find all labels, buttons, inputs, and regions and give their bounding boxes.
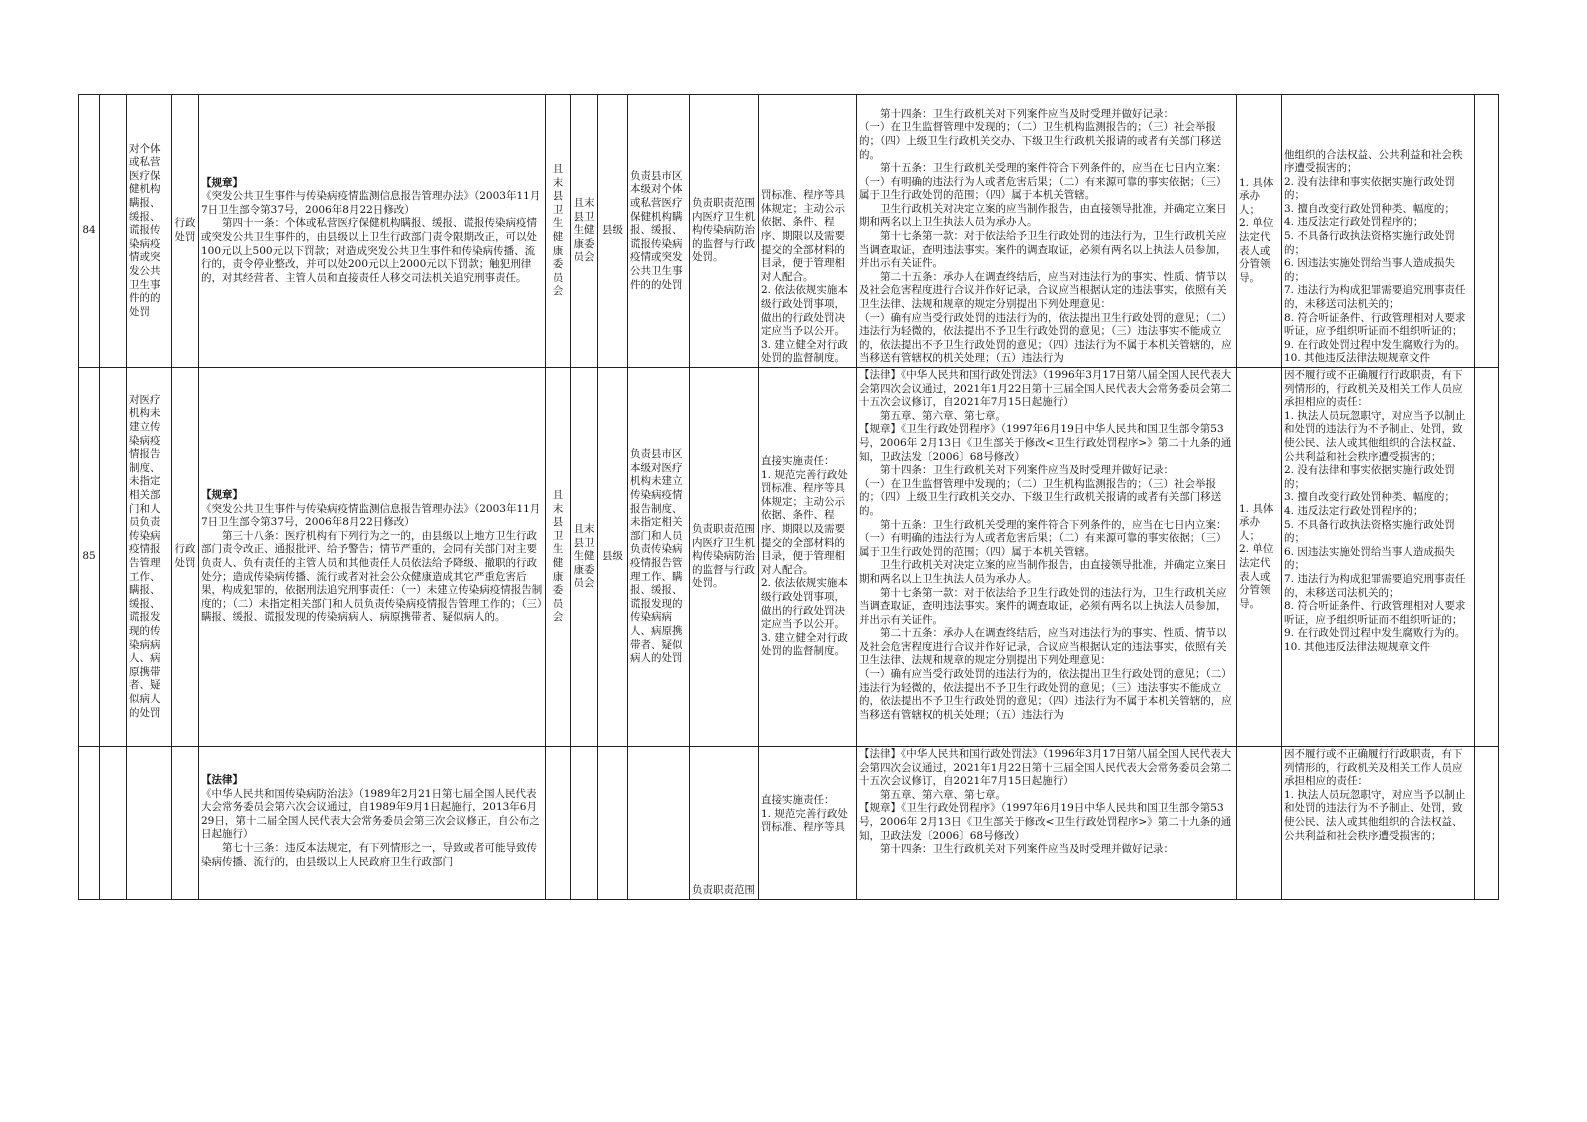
power-list-table <box>78 94 1499 900</box>
accountability-cell: 因不履行或不正确履行行政职责，有下列情形的，行政机关及相关工作人员应承担相应的责任： 1. 执法人员玩忽职守，对应当予以制止和处罚的违法行为不予制止、处罚，致使公民、法人或其他组织的合法权益、公共利益和社会秩序遭受损害的； 2. 没有法律和事实依据实施行政处罚的； 3. 擅自改变行政处罚种类、幅度的； 4. 违反法定行政处罚程序的； 5. 不具备行政执法资格实施行政处罚的； 6. 因违法实施处罚给当事人造成损失的； 7. 违法行为构成犯罪需要追究刑事责任的，未移送司法机关的； 8. 符合听证条件、行政管理相对人要求听证，应予组织听证而不组织听证的； 9. 在行政处罚过程中发生腐败行为的。 10. 其他违反法律法规规章文件 <box>1282 368 1475 747</box>
responsible-dept-cell: 且末县卫生健康委员会 <box>571 95 598 368</box>
remarks-cell <box>1475 368 1499 747</box>
responsible-subject-cell: 1. 具体承办人； 2. 单位法定代表人或分管领导。 <box>1237 95 1282 368</box>
category-cell <box>172 747 199 900</box>
procedure-paragraph: 卫生行政机关对决定立案的应当制作报告，由直接领导批准，并确定立案日期和两名以上卫生执法人员为承办人。 <box>859 202 1227 229</box>
legal-basis-cell: 【法律】 《中华人民共和国传染病防治法》（1989年2月21日第七届全国人民代表大会常务委员会第六次会议通过，自1989年9月1日起施行，2013年6月29日，第十二届全国人民代表大会常务委员会第三次会议修正，自公布之日起施行） 第七十三条：违反本法规定，有下列情形之一，导致或者可能导致传染病传播、流行的，由县级以上人民政府卫生行政部门 <box>199 747 546 900</box>
procedure-paragraph: 第二十五条：承办人在调查终结后，应当对违法行为的事实、性质、情节以及社会危害程度进行合议并作好记录，合议应当根据认定的违法事实，依照有关卫生法律、法规和规章的规定分别提出下列处理意见： <box>859 627 1227 667</box>
procedure-paragraph: 卫生行政机关对决定立案的应当制作报告，由直接领导批准，并确定立案日期和两名以上卫生执法人员为承办人。 <box>859 559 1227 585</box>
implementing-dept-cell: 且末县卫生健康委员会 <box>546 95 571 368</box>
procedure-paragraph: （一）确有应当受行政处罚的违法行为的，依法提出卫生行政处罚的意见；（二）违法行为轻微的，依法提出不予卫生行政处罚的意见；（三）违法事实不能成立的，依法提出不予卫生行政处罚的意见；（四）违法行为不属于本机关管辖的，应当移送有管辖权的机关处理；（五）违法行为 <box>859 311 1232 365</box>
accountability-cell: 他组织的合法权益、公共利益和社会秩序遭受损害的； 2. 没有法律和事实依据实施行政处罚的； 3. 擅自改变行政处罚种类、幅度的； 4. 违反法定行政处罚程序的； 5. 不具备行政执法资格实施行政处罚的； 6. 因违法实施处罚给当事人造成损失的； 7. 违法行为构成犯罪需要追究刑事责任的，未移送司法机关的； 8. 符合听证条件、行政管理相对人要求听证，应予组织听证而不组织听证的； 9. 在行政处罚过程中发生腐败行为的。 10. 其他违反法律法规规章文件 <box>1282 95 1475 368</box>
spacer-cell <box>100 747 127 900</box>
procedure-paragraph: 【规章】《卫生行政处罚程序》（1997年6月19日中华人民共和国卫生部令第53号，2006年 2月13日《卫生部关于修改<卫生行政处罚程序>》第二十九条的通知，卫政法发〔2006〕68号修改） <box>859 423 1232 463</box>
procedure-paragraph: 【法律】《中华人民共和国行政处罚法》（1996年3月17日第八届全国人民代表大会第四次会议通过，2021年1月22日第十三届全国人民代表大会常务委员会第二十五次会议修订，自2021年7月15日起施行） <box>859 748 1232 788</box>
level-cell: 县级 <box>598 368 628 747</box>
procedure-paragraph: 第五章、第六章、第七章。 <box>880 409 1006 422</box>
responsible-subject-cell: 1. 具体承办人； 2. 单位法定代表人或分管领导。 <box>1237 368 1282 747</box>
category-cell: 行政处罚 <box>172 95 199 368</box>
implementing-dept-cell <box>546 747 571 900</box>
spacer-cell <box>100 95 127 368</box>
item-name-cell: 对医疗机构未建立传染病疫情报告制度、未指定相关部门和人员负责传染病疫情报告管理工作、瞒报、缓报、谎报发现的传染病病人、病原携带者、疑似病人的处罚 <box>127 368 172 747</box>
scope-cell: 负责县市区本级对个体或私营医疗保健机构瞒报、缓报、谎报传染病疫情或突发公共卫生事件的的处罚 <box>628 95 690 368</box>
procedure-basis-cell <box>857 747 1237 900</box>
level-cell <box>598 747 628 900</box>
remarks-cell <box>1475 95 1499 368</box>
responsible-dept-cell: 且末县卫生健康委员会 <box>571 368 598 747</box>
procedure-basis-cell <box>857 368 1237 747</box>
procedure-paragraph: （一）在卫生监督管理中发现的；（二）卫生机构监测报告的；（三）社会举报的；（四）上级卫生行政机关交办、下级卫生行政机关报请的或者有关部门移送的。 <box>859 121 1222 161</box>
responsibility-cell: 负责职责范围内医疗卫生机构传染病防治的监督与行政处罚。 <box>690 368 759 747</box>
table-row <box>79 368 1499 747</box>
responsible-dept-cell <box>571 747 598 900</box>
category-cell: 行政处罚 <box>172 368 199 747</box>
procedure-paragraph: （一）确有应当受行政处罚的违法行为的，依法提出卫生行政处罚的意见；（二）违法行为轻微的，依法提出不予卫生行政处罚的意见；（三）违法事实不能成立的，依法提出不予卫生行政处罚的意见；（四）违法行为不属于本机关管辖的，应当移送有管辖权的机关处理；（五）违法行为 <box>859 668 1232 721</box>
procedure-basis-cell <box>857 95 1237 368</box>
remarks-cell <box>1475 747 1499 900</box>
procedure-paragraph: 第十四条：卫生行政机关对下列案件应当及时受理并做好记录： <box>880 464 1174 477</box>
responsibility-cell: 负责职责范围内医疗卫生机构传染病防治的监督与行政处罚。 <box>690 95 759 368</box>
procedure-paragraph: 第十五条：卫生行政机关受理的案件符合下列条件的，应当在七日内立案：（一）有明确的违法行为人或者危害后果；（二）有来源可靠的事实依据；（三）属于卫生行政处罚的范围；（四）属于本机关管辖。 <box>859 518 1227 558</box>
row-number-cell <box>79 747 100 900</box>
implementing-dept-cell: 且末县卫生健康委员会 <box>546 368 571 747</box>
document-table-sheet <box>78 94 1498 897</box>
scope-cell: 负责县市区本级对医疗机构未建立传染病疫情报告制度、未指定相关部门和人员负责传染病疫情报告管理工作、瞒报、缓报、谎报发现的传染病病人、病原携带者、疑似病人的处罚 <box>628 368 690 747</box>
legal-basis-cell: 【规章】 《突发公共卫生事件与传染病疫情监测信息报告管理办法》（2003年11月7日卫生部令第37号，2006年8月22日修改） 第三十八条：医疗机构有下列行为之一的，由县级以上地方卫生行政部门责令改正、通报批评、给予警告；情节严重的，会同有关部门对主要负责人、负有责任的主管人员和其他责任人员依法给予降级、撤职的行政处分；造成传染病传播、流行或者对社会公众健康造成其它严重危害后果，构成犯罪的，依据刑法追究刑事责任：（一）未建立传染病疫情报告制度的；（二）未指定相关部门和人员负责传染病疫情报告管理工作的；（三）瞒报、缓报、谎报发现的传染病病人、病原携带者、疑似病人的。 <box>199 368 546 747</box>
responsibility-cell: 负责职责范围 <box>690 747 759 900</box>
procedure-paragraph: 第十七条第一款：对于依法给予卫生行政处罚的违法行为，卫生行政机关应当调查取证，查明违法事实。案件的调查取证，必须有两名以上执法人员参加，并出示有关证件。 <box>859 586 1227 626</box>
procedure-paragraph: 【法律】《中华人民共和国行政处罚法》（1996年3月17日第八届全国人民代表大会第四次会议通过，2021年1月22日第十三届全国人民代表大会常务委员会第二十五次会议修订，自2021年7月15日起施行） <box>859 369 1232 409</box>
procedure-paragraph: 【规章】《卫生行政处罚程序》（1997年6月19日中华人民共和国卫生部令第53号，2006年 2月13日《卫生部关于修改<卫生行政处罚程序>》第二十九条的通知，卫政法发〔2006〕68号修改） <box>859 802 1232 842</box>
row-number-cell: 84 <box>79 95 100 368</box>
spacer-cell <box>100 368 127 747</box>
item-name-cell: 对个体或私营医疗保健机构瞒报、缓报、谎报传染病疫情或突发公共卫生事件的的处罚 <box>127 95 172 368</box>
row-number-cell: 85 <box>79 368 100 747</box>
duty-cell: 直接实施责任： 1. 规范完善行政处罚标准、程序等具体规定；主动公示依据、条件、程序、期限以及需要提交的全部材料的目录，便于管理相对人配合。 2. 依法依规实施本级行政处罚事项，做出的行政处罚决定应当予以公开。 3. 建立健全对行政处罚的监督制度。 <box>759 368 857 747</box>
duty-cell: 罚标准、程序等具体规定；主动公示依据、条件、程序、期限以及需要提交的全部材料的目录，便于管理相对人配合。 2. 依法依规实施本级行政处罚事项，做出的行政处罚决定应当予以公开。 3. 建立健全对行政处罚的监督制度。 <box>759 95 857 368</box>
item-name-cell <box>127 747 172 900</box>
procedure-paragraph: 第五章、第六章、第七章。 <box>880 788 1006 801</box>
procedure-paragraph: 第十五条：卫生行政机关受理的案件符合下列条件的，应当在七日内立案：（一）有明确的违法行为人或者危害后果；（二）有来源可靠的事实依据；（三）属于卫生行政处罚的范围；（四）属于本机关管辖。 <box>859 162 1227 202</box>
procedure-paragraph: （一）在卫生监督管理中发现的；（二）卫生机构监测报告的；（三）社会举报的；（四）上级卫生行政机关交办、下级卫生行政机关报请的或者有关部门移送的。 <box>859 477 1222 517</box>
responsible-subject-cell <box>1237 747 1282 900</box>
table-row <box>79 747 1499 900</box>
level-cell: 县级 <box>598 95 628 368</box>
accountability-cell: 因不履行或不正确履行行政职责，有下列情形的，行政机关及相关工作人员应承担相应的责任： 1. 执法人员玩忽职守，对应当予以制止和处罚的违法行为不予制止、处罚，致使公民、法人或其他组织的合法权益、公共利益和社会秩序遭受损害的； <box>1282 747 1475 900</box>
procedure-paragraph: 第十七条第一款：对于依法给予卫生行政处罚的违法行为，卫生行政机关应当调查取证，查明违法事实。案件的调查取证，必须有两名以上执法人员参加，并出示有关证件。 <box>859 230 1227 270</box>
table-row <box>79 95 1499 368</box>
scope-cell <box>628 747 690 900</box>
procedure-paragraph: 第十四条：卫生行政机关对下列案件应当及时受理并做好记录： <box>880 843 1174 856</box>
procedure-paragraph: 第二十五条：承办人在调查终结后，应当对违法行为的事实、性质、情节以及社会危害程度进行合议并作好记录，合议应当根据认定的违法事实，依照有关卫生法律、法规和规章的规定分别提出下列处理意见： <box>859 270 1227 311</box>
procedure-paragraph: 第十四条：卫生行政机关对下列案件应当及时受理并做好记录： <box>880 107 1174 120</box>
duty-cell: 直接实施责任： 1. 规范完善行政处罚标准、程序等具 <box>759 747 857 900</box>
legal-basis-cell: 【规章】 《突发公共卫生事件与传染病疫情监测信息报告管理办法》（2003年11月7日卫生部令第37号，2006年8月22日修改） 第四十一条：个体或私营医疗保健机构瞒报、缓报、谎报传染病疫情或突发公共卫生事件的，由县级以上卫生行政部门责令限期改正，可以处100元以上500元以下罚款；对造成突发公共卫生事件和传染病传播、流行的，责令停业整改，并可以处200元以上2000元以下罚款；触犯刑律的，对其经营者、主管人员和直接责任人移交司法机关追究刑事责任。 <box>199 95 546 368</box>
